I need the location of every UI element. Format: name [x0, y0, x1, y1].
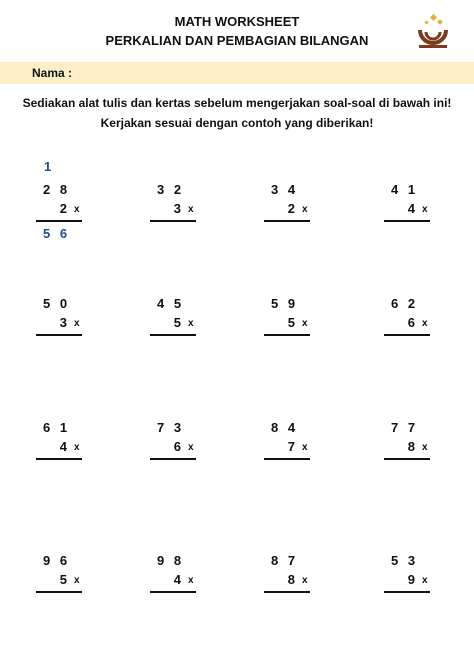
multiplier: 3	[59, 315, 67, 330]
multiply-sign: x	[188, 318, 194, 329]
answer-line	[36, 591, 82, 593]
multiplier: 2	[59, 201, 67, 216]
multiply-sign: x	[422, 204, 428, 215]
multiplier: 8	[287, 572, 295, 587]
multiply-sign: x	[302, 318, 308, 329]
answer-line	[150, 334, 196, 336]
multiplicand: 6 2	[391, 296, 419, 311]
multiplicand: 9 6	[43, 553, 71, 568]
multiply-sign: x	[74, 442, 80, 453]
multiplicand: 6 1	[43, 420, 71, 435]
multiply-sign: x	[302, 575, 308, 586]
problem-9	[36, 420, 96, 500]
answer-line	[264, 591, 310, 593]
multiplicand: 3 2	[157, 182, 185, 197]
problem-8	[384, 296, 444, 376]
multiplicand: 9 8	[157, 553, 185, 568]
problem-2	[150, 182, 210, 262]
answer-line	[384, 458, 430, 460]
multiplier: 3	[173, 201, 181, 216]
multiplier: 4	[407, 201, 415, 216]
multiplicand: 3 4	[271, 182, 299, 197]
multiply-sign: x	[74, 204, 80, 215]
multiplicand: 2 8	[43, 182, 71, 197]
multiply-sign: x	[302, 442, 308, 453]
multiplicand: 5 3	[391, 553, 419, 568]
answer-line	[36, 220, 82, 222]
problem-16	[384, 553, 444, 633]
multiplier: 2	[287, 201, 295, 216]
answer-line	[36, 334, 82, 336]
multiply-sign: x	[422, 575, 428, 586]
multiply-sign: x	[74, 318, 80, 329]
multiplicand: 4 1	[391, 182, 419, 197]
problem-12	[384, 420, 444, 500]
multiply-sign: x	[302, 204, 308, 215]
multiplier: 8	[407, 439, 415, 454]
multiplier: 7	[287, 439, 295, 454]
name-label: Nama :	[32, 66, 73, 80]
answer-line	[264, 220, 310, 222]
problem-13	[36, 553, 96, 633]
worksheet-logo	[416, 12, 450, 50]
multiplier: 4	[173, 572, 181, 587]
multiplicand: 7 3	[157, 420, 185, 435]
example-carry-digit: 1	[44, 159, 52, 174]
multiply-sign: x	[188, 442, 194, 453]
multiply-sign: x	[188, 204, 194, 215]
answer-line	[150, 220, 196, 222]
multiplier: 5	[173, 315, 181, 330]
answer-line	[384, 591, 430, 593]
answer-line	[264, 458, 310, 460]
problem-4	[384, 182, 444, 262]
answer-line	[384, 334, 430, 336]
problem-5	[36, 296, 96, 376]
multiplier: 6	[173, 439, 181, 454]
example-answer: 5 6	[43, 226, 71, 241]
multiplicand: 5 9	[271, 296, 299, 311]
multiplicand: 7 7	[391, 420, 419, 435]
multiplicand: 5 0	[43, 296, 71, 311]
multiply-sign: x	[74, 575, 80, 586]
problem-11	[264, 420, 324, 500]
worksheet-title: MATH WORKSHEET	[174, 14, 300, 29]
multiplicand: 4 5	[157, 296, 185, 311]
multiply-sign: x	[188, 575, 194, 586]
multiply-sign: x	[422, 318, 428, 329]
problem-3	[264, 182, 324, 262]
instruction-line-1: Sediakan alat tulis dan kertas sebelum mengerjakan soal-soal di bawah ini!	[22, 96, 452, 110]
multiplicand: 8 4	[271, 420, 299, 435]
name-field-bar[interactable]	[0, 62, 474, 84]
multiplier: 5	[59, 572, 67, 587]
problem-14	[150, 553, 210, 633]
problem-7	[264, 296, 324, 376]
multiplicand: 8 7	[271, 553, 299, 568]
answer-line	[384, 220, 430, 222]
multiplier: 9	[407, 572, 415, 587]
answer-line	[150, 591, 196, 593]
answer-line	[36, 458, 82, 460]
problem-10	[150, 420, 210, 500]
multiplier: 6	[407, 315, 415, 330]
worksheet-subtitle: PERKALIAN DAN PEMBAGIAN BILANGAN	[105, 33, 369, 48]
problem-1	[36, 159, 96, 262]
problem-6	[150, 296, 210, 376]
multiplier: 4	[59, 439, 67, 454]
instruction-line-2: Kerjakan sesuai dengan contoh yang diberikan!	[100, 116, 374, 130]
answer-line	[150, 458, 196, 460]
problem-15	[264, 553, 324, 633]
multiply-sign: x	[422, 442, 428, 453]
multiplier: 5	[287, 315, 295, 330]
answer-line	[264, 334, 310, 336]
